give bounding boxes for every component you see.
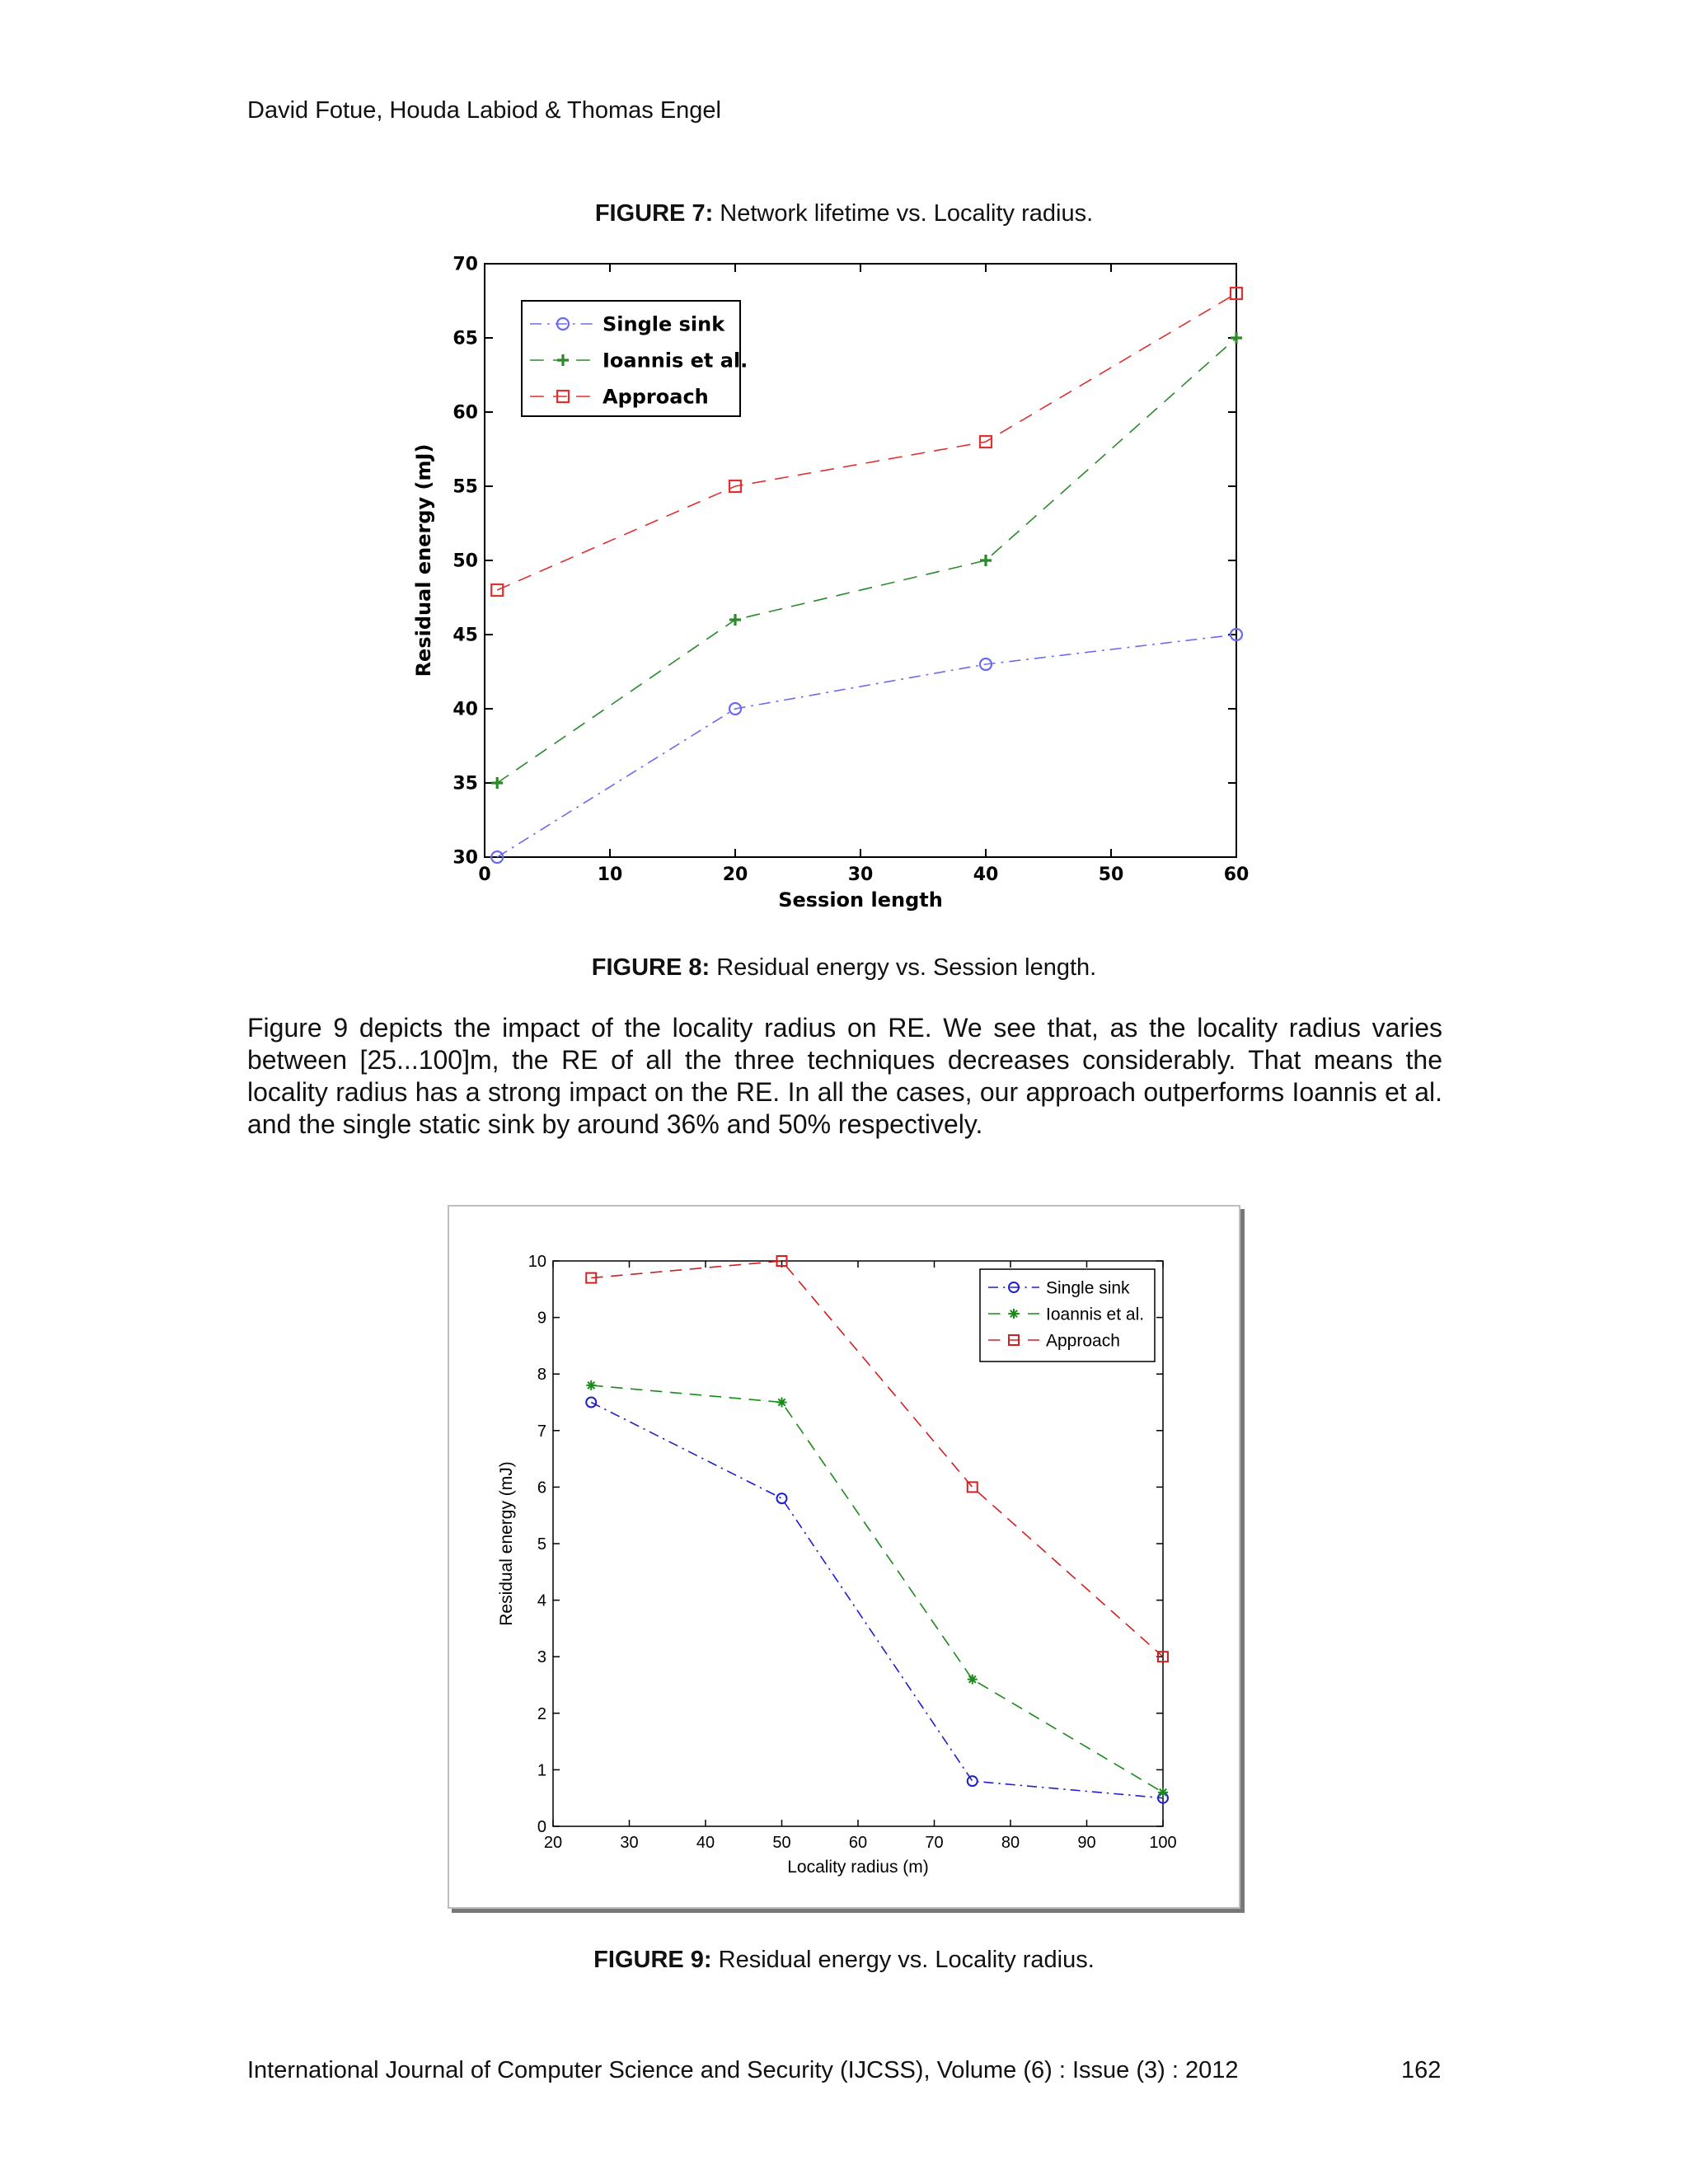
legend-entry: Ioannis et al.	[603, 349, 748, 373]
y-tick-label: 7	[537, 1422, 546, 1441]
figure7-caption-label: FIGURE 7:	[594, 200, 714, 227]
y-tick-label: 50	[452, 551, 478, 572]
figure7-caption-text: Network lifetime vs. Locality radius.	[713, 200, 1094, 227]
y-tick-label: 35	[452, 773, 478, 794]
figure9-caption-label: FIGURE 9:	[593, 1947, 712, 1973]
figure8-caption	[0, 954, 1688, 982]
figure8-chart	[412, 247, 1261, 923]
legend-entry: Approach	[1046, 1331, 1120, 1351]
legend-entry: Ioannis et al.	[1046, 1305, 1145, 1324]
x-tick-label: 20	[722, 865, 748, 885]
figure9-caption-text: Residual energy vs. Locality radius.	[711, 1947, 1095, 1973]
y-tick-label: 4	[537, 1591, 546, 1610]
y-tick-label: 40	[452, 699, 478, 720]
y-tick-label: 55	[452, 476, 478, 498]
x-tick-label: 30	[620, 1834, 639, 1852]
y-axis-label: Residual energy (mJ)	[412, 443, 435, 677]
legend-entry: Single sink	[603, 312, 725, 336]
y-tick-label: 5	[537, 1535, 546, 1554]
x-tick-label: 70	[925, 1834, 944, 1852]
x-tick-label: 80	[1001, 1834, 1020, 1852]
legend-entry: Single sink	[1046, 1278, 1130, 1298]
data-point	[968, 1675, 978, 1685]
data-point	[777, 1398, 787, 1408]
data-point	[1158, 1788, 1168, 1797]
y-tick-label: 1	[537, 1761, 546, 1780]
figure9-caption	[0, 1947, 1688, 1974]
footer-journal: International Journal of Computer Science and Security (IJCSS), Volume (6) : Issue (3) : 2012	[247, 2057, 1239, 2083]
x-tick-label: 50	[772, 1834, 791, 1852]
x-tick-label: 40	[696, 1834, 715, 1852]
figure7-caption	[0, 200, 1688, 227]
y-tick-label: 3	[537, 1648, 546, 1667]
x-tick-label: 90	[1077, 1834, 1096, 1852]
x-tick-label: 60	[848, 1834, 868, 1852]
x-tick-label: 50	[1098, 865, 1124, 885]
y-tick-label: 8	[537, 1366, 546, 1385]
x-tick-label: 60	[1223, 865, 1250, 885]
figure9-chart	[449, 1207, 1239, 1907]
data-point	[1009, 1309, 1019, 1319]
y-tick-label: 0	[537, 1818, 546, 1836]
y-tick-label: 2	[537, 1704, 546, 1723]
x-axis-label: Session length	[778, 888, 943, 912]
y-tick-label: 30	[452, 847, 478, 869]
y-tick-label: 10	[528, 1253, 546, 1271]
figure8-caption-label: FIGURE 8:	[591, 954, 710, 981]
x-axis-label: Locality radius (m)	[787, 1858, 929, 1877]
y-tick-label: 45	[452, 625, 478, 646]
x-tick-label: 10	[597, 865, 623, 885]
x-tick-label: 0	[478, 865, 491, 885]
y-tick-label: 9	[537, 1309, 546, 1328]
x-tick-label: 30	[847, 865, 874, 885]
y-axis-label: Residual energy (mJ)	[497, 1461, 516, 1626]
y-tick-label: 6	[537, 1479, 546, 1497]
y-tick-label: 70	[452, 254, 478, 275]
legend-entry: Approach	[603, 385, 709, 409]
x-tick-label: 20	[543, 1834, 563, 1852]
running-header: David Fotue, Houda Labiod & Thomas Engel	[247, 97, 721, 124]
x-tick-label: 40	[973, 865, 999, 885]
page-number: 162	[1401, 2057, 1442, 2083]
figure8-caption-text: Residual energy vs. Session length.	[710, 954, 1097, 981]
body-paragraph: Figure 9 depicts the impact of the locality radius on RE. We see that, as the locality radius varies between [25...100]m, the RE of all the three techniques decreases considerably. That means the locality radius has a strong impact on the RE. In all the cases, our approach outperforms Ioannis et al. and the single static sink by around 36% and 50% respectively.	[247, 1013, 1442, 1139]
figure9-frame	[448, 1205, 1240, 1909]
x-tick-label: 100	[1149, 1834, 1177, 1852]
y-tick-label: 65	[452, 328, 478, 349]
y-tick-label: 60	[452, 402, 478, 424]
